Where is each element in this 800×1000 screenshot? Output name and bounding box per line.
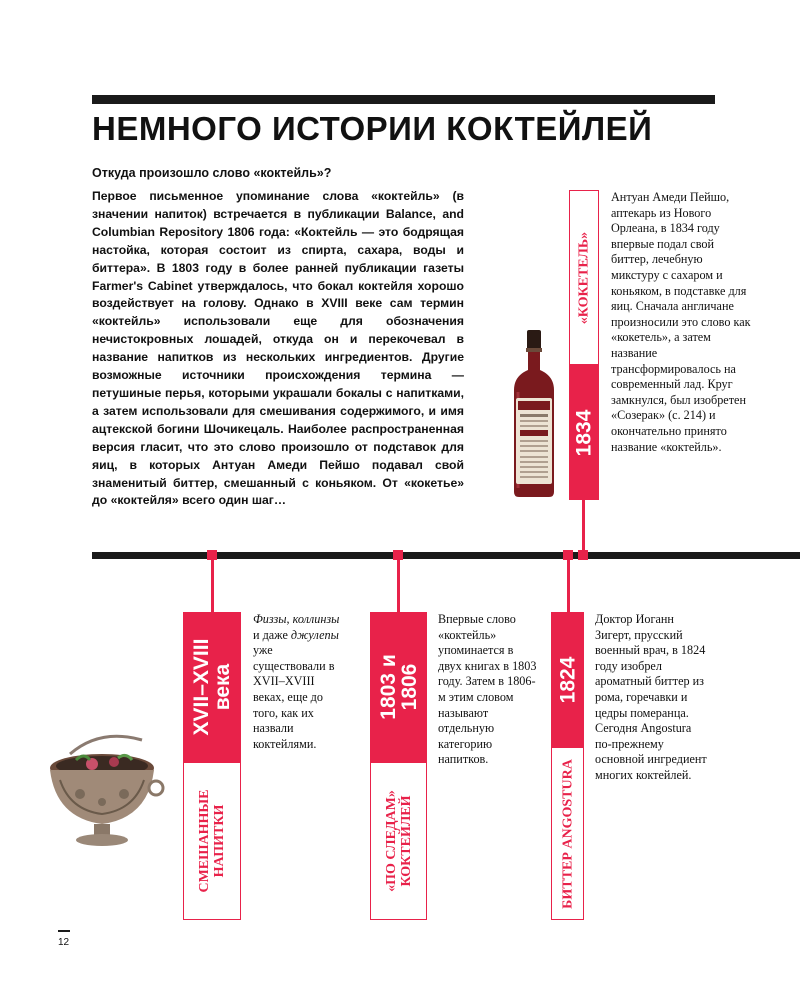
note-1824: Доктор Иоганн Зигерт, прусский военный врач, в 1824 году изобрел ароматный биттер из рома, горечавки и цедры померанца. Сегодня Angostura по-прежнему основной ингредиент многих коктейлей. (595, 612, 707, 782)
bitters-bottle-image (506, 330, 562, 498)
page-title: НЕМНОГО ИСТОРИИ КОКТЕЙЛЕЙ (92, 110, 653, 147)
section-question: Откуда произошло слово «коктейль»? (92, 166, 332, 180)
year-card-1824 (551, 612, 584, 747)
note-xvii-rest: уже существовали в XVII–XVIII веках, еще до того, как их назвали коктейлями. (253, 643, 335, 751)
note-xvii-julep: джулепы (290, 627, 339, 642)
note-xvii (253, 612, 343, 752)
note-xvii-sep2: и даже (253, 627, 291, 642)
note-1803: Впервые слово «коктейль» упоминается в двух книгах в 1803 году. Затем в 1806-м этим словом называют отдельную категорию напитков. (438, 612, 537, 767)
page-number-rule (58, 930, 70, 932)
page-number: 12 (58, 937, 70, 948)
label-angostura: БИТТЕР ANGOSTURA (560, 758, 575, 909)
year-1803-1806: 1803 и 1806 (376, 654, 421, 720)
label-card-coquetel (569, 190, 599, 365)
label-mixed-drinks: СМЕШАННЫЕ НАПИТКИ (197, 789, 227, 893)
label-footsteps: «ПО СЛЕДАМ» КОКТЕЙЛЕЙ (383, 790, 414, 892)
note-xvii-collins: коллинзы (292, 612, 340, 626)
connector-1803 (397, 559, 400, 612)
note-1834: Антуан Амеди Пейшо, аптекарь из Нового Орлеана, в 1834 году впервые подал свой биттер, лечебную микстуру с сахаром и коньяком, в подставке для яиц. Сначала англичане произносили это слово как «кокетель», а затем название трансформировалось на современный лад. Круг замкнулся, был изобретен «Созерак» (с. 214) и окончательно принято название «коктейль». (611, 190, 751, 454)
punch-bowl-image (30, 722, 175, 862)
year-xvii: XVII–XVIII века (190, 638, 234, 736)
year-card-xvii (183, 612, 241, 762)
year-card-1834 (569, 365, 599, 500)
label-coquetel: «КОКЕТЕЛЬ» (576, 231, 592, 324)
year-1824: 1824 (556, 656, 579, 703)
connector-1824 (567, 559, 570, 612)
label-card-mixed-drinks (183, 762, 241, 920)
top-rule (92, 95, 715, 104)
label-card-footsteps (370, 762, 427, 920)
connector-xvii (211, 559, 214, 612)
label-card-angostura (551, 747, 584, 920)
year-1834: 1834 (572, 409, 596, 456)
note-xvii-sep1: , (286, 612, 293, 626)
timeline-marker (578, 550, 588, 560)
main-paragraph: Первое письменное упоминание слова «коктейль» (в значении напиток) встречается в публикации Balance, and Columbian Repository 1806 года: «Коктейль — это бодрящая настойка, которая состоит из спирта, сахара, воды и биттера». В 1803 году в более ранней публикации газеты Farmer's Cabinet утверждалось, что бокал коктейля хорошо воздействует на голову. Однако в XVIII веке сам термин «коктейль» использовали еще для обозначения нечистокровных лошадей, откуда он и перекочевал в название напитков из нескольких ингредиентов. Другие возможные источники происхождения термина — петушиные перья, которыми украшали бокалы с напитками, а затем использовали для смешивания содержимого, и имя ацтекской богини Шочикецаль. Наиболее распространенная версия гласит, что это слово произошло от подставок для яиц, в которых Антуан Амеди Пейшо подавал свой знаменитый биттер, смешанный с коньяком. От «кокетье» до «коктейля» всего один шаг… (92, 189, 464, 508)
timeline-bar (92, 552, 800, 559)
note-xvii-fizz: Физзы (253, 612, 287, 626)
connector-1834 (582, 500, 585, 552)
year-card-1803 (370, 612, 427, 762)
